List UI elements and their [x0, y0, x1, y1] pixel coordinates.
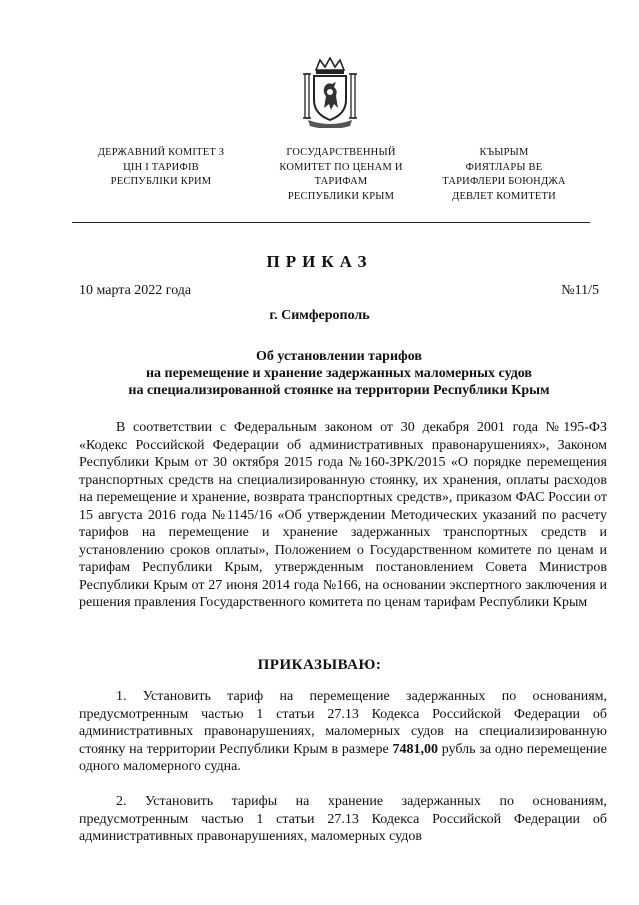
header-left-line: РЕСПУБЛІКИ КРИМ [110, 176, 212, 187]
subject-line: на специализированной стоянке на территории Республики Крым [128, 383, 550, 398]
document-title: ПРИКАЗ [266, 252, 373, 271]
header-divider [72, 222, 590, 223]
subject-line: Об установлении тарифов [256, 349, 422, 364]
item1-text: 1. Установить тариф на перемещение задержанных по основаниям, предусмотренным частью 1 статьи 27.13 Кодекса Российской Федерации об административных правонарушениях, маломерных судов на специализированную стоянку на территории Республики Крым в размере [79, 689, 607, 757]
document-number: №11/5 [561, 283, 599, 298]
header-right-line: ТАРИФЛЕРИ БОЮНДЖА [442, 176, 566, 187]
header-middle-line: КОМИТЕТ ПО ЦЕНАМ И [279, 161, 403, 173]
order-item-2 [79, 793, 607, 843]
header-middle-line: РЕСПУБЛИКИ КРЫМ [287, 190, 395, 202]
header-right-line: КЪЫРЫМ [479, 147, 529, 158]
crimea-coat-of-arms-icon [300, 56, 360, 128]
header-right-line: ФИЯТЛАРЫ ВЕ [465, 161, 543, 173]
document-subject [79, 348, 599, 399]
item1-amount: 7481,00 [392, 741, 439, 757]
document-city: г. Симферополь [269, 308, 370, 323]
order-item-1 [79, 688, 607, 776]
order-heading: ПРИКАЗЫВАЮ: [257, 657, 382, 673]
subject-line: на перемещение и хранение задержанных маломерных судов [145, 366, 532, 381]
header-left-line: ДЕРЖАВНИЙ КОМІТЕТ З [97, 147, 225, 158]
item1-text-after: рубль за одно перемещение одного маломерного судна. [79, 741, 607, 774]
header-middle-line: ТАРИФАМ [314, 176, 368, 187]
header-ukrainian [78, 146, 244, 190]
header-middle-line: ГОСУДАРСТВЕННЫЙ [286, 147, 396, 158]
document-date: 10 марта 2022 года [79, 283, 192, 298]
header-right-line: ДЕВЛЕТ КОМИТЕТИ [452, 190, 556, 202]
header-crimean-tatar [426, 146, 582, 204]
header-left-line: ЦІН І ТАРИФІВ [123, 161, 199, 173]
item2-text: 2. Установить тарифы на хранение задержанных по основаниям, предусмотренным частью 1 статьи 27.13 Кодекса Российской Федерации об административных правонарушениях, маломерных судов [79, 794, 607, 843]
header-russian [256, 146, 426, 204]
preamble-paragraph: В соответствии с Федеральным законом от 30 декабря 2001 года №195-ФЗ «Кодекс Российской Федерации об административных правонарушениях», Законом Республики Крым от 30 октября 2015 года №160-ЗРК/2015 «О порядке перемещения транспортных средств на специализированную стоянку, их хранения, оплаты расходов на перемещение и хранение, возврата транспортных средств», приказом ФАС России от 15 августа 2016 года №1145/16 «Об утверждении Методических указаний по расчету тарифов на перемещение и хранение задержанных транспортных средств и установлению сроков оплаты», Положением о Государственном комитете по ценам и тарифам Республики Крым, утвержденным постановлением Совета Министров Республики Крым от 27 июня 2014 года №166, на основании экспертного заключения и решения правления Государственного комитета по ценам тарифам Республики Крым [79, 420, 607, 610]
